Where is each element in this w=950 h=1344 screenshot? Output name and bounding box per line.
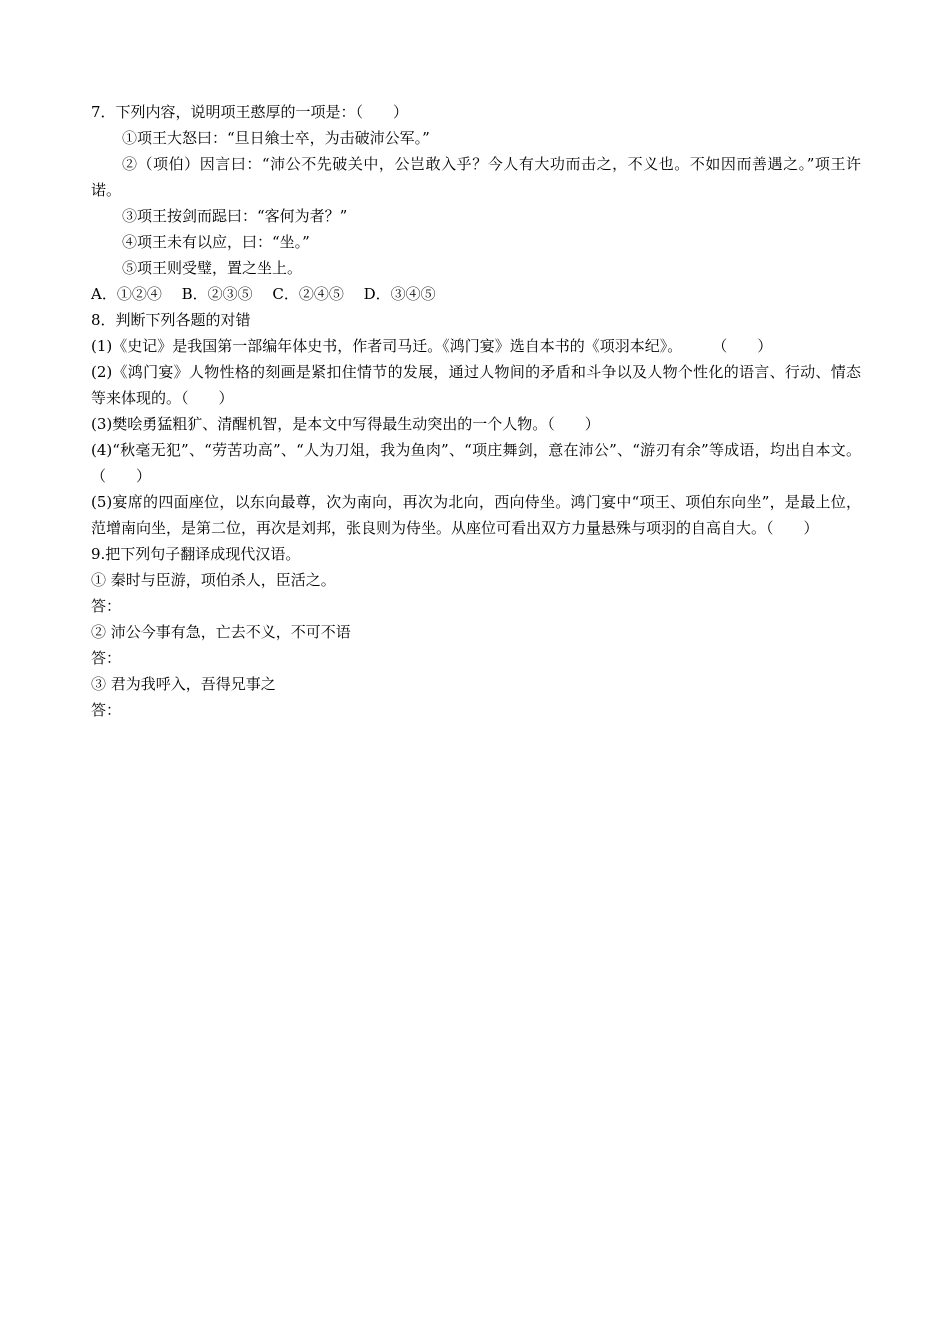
q8-item-3: (3)樊哙勇猛粗犷、清醒机智，是本文中写得最生动突出的一个人物。（ ） [91, 415, 600, 433]
q7-stem: 7．下列内容，说明项王憨厚的一项是：（ ） [91, 103, 409, 121]
q7-options: A．①②④ B．②③⑤ C．②④⑤ D．③④⑤ [91, 285, 436, 303]
q8-item-2: (2)《鸿门宴》人物性格的刻画是紧扣住情节的发展，通过人物间的矛盾和斗争以及人物个性化的语言、行动、情态等来体现的。（ ） [91, 363, 861, 407]
q9-sentence-1: ① 秦时与臣游，项伯杀人，臣活之。 [91, 571, 336, 589]
q9-answer-3[interactable]: 答： [91, 701, 122, 719]
q9-sentence-2: ② 沛公今事有急，亡去不义，不可不语 [91, 623, 351, 641]
q9-sentence-3: ③ 君为我呼入，吾得兄事之 [91, 675, 276, 693]
q9-answer-1[interactable]: 答： [91, 597, 122, 615]
q7-item-2: ②（项伯）因言曰：“沛公不先破关中，公岂敢入乎？今人有大功而击之，不义也。不如因而善遇之。”项王许诺。 [91, 155, 861, 199]
q9-stem: 9.把下列句子翻译成现代汉语。 [91, 545, 301, 563]
q7-item-3: ③项王按剑而跽曰：“客何为者？” [122, 207, 348, 225]
q7-item-4: ④项王未有以应，曰：“坐。” [122, 233, 310, 251]
q8-item-4: (4)“秋毫无犯”、“劳苦功高”、“人为刀俎，我为鱼肉”、“项庄舞剑，意在沛公”、“游刃有余”等成语，均出自本文。（ ） [91, 441, 861, 485]
q8-item-1: (1)《史记》是我国第一部编年体史书，作者司马迁。《鸿门宴》选自本书的《项羽本纪》。 （ ） [91, 337, 773, 355]
q7-item-5: ⑤项王则受璧，置之坐上。 [122, 259, 303, 277]
q7-item-1: ①项王大怒曰：“旦日飨士卒，为击破沛公军。” [122, 129, 430, 147]
q9-answer-2[interactable]: 答： [91, 649, 122, 667]
q8-stem: 8．判断下列各题的对错 [91, 311, 251, 329]
q8-item-5: (5)宴席的四面座位，以东向最尊，次为南向，再次为北向，西向侍坐。鸿门宴中“项王、项伯东向坐”，是最上位，范增南向坐，是第二位，再次是刘邦，张良则为侍坐。从座位可看出双方力量悬殊与项羽的自高自大。（ ） [91, 493, 861, 537]
worksheet [91, 99, 861, 723]
